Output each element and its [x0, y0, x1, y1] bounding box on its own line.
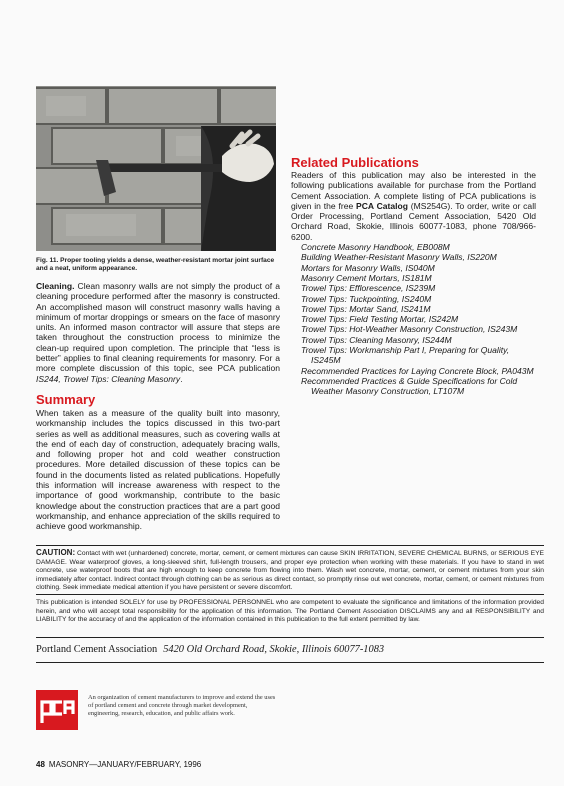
cleaning-lead: Cleaning. — [36, 281, 75, 291]
publication-item: Trowel Tips: Hot-Weather Masonry Construction, IS243M — [301, 324, 518, 335]
related-intro-a: Readers of this publication may also be interested in the following publications available for purchase from the Portland Cement Association. A complete listing of PCA publications is given in the free — [291, 170, 536, 211]
figure-photo — [36, 86, 276, 251]
related-intro — [291, 170, 536, 242]
cleaning-reference: IS244, Trowel Tips: Cleaning Masonry — [36, 373, 181, 384]
issue-line: MASONRY—JANUARY/FEBRUARY, 1996 — [48, 760, 202, 769]
publication-item: Recommended Practices for Laying Concrete Block, PA043M — [301, 365, 534, 376]
publication-item: Building Weather-Resistant Masonry Walls, IS220M — [301, 252, 497, 263]
pca-logo — [36, 690, 78, 730]
summary-continuation-spacer — [291, 84, 536, 136]
association-address: 5420 Old Orchard Road, Skokie, Illinois 60077-1083 — [163, 644, 385, 655]
caution-bottom-rule — [36, 594, 544, 595]
right-column — [291, 84, 536, 397]
publication-item: Trowel Tips: Mortar Sand, IS241M — [301, 303, 431, 314]
pca-logo-mark — [36, 690, 78, 730]
pca-catalog: PCA Catalog — [356, 200, 408, 211]
publication-item: Trowel Tips: Cleaning Masonry, IS244M — [301, 334, 452, 345]
caution-top-rule — [36, 545, 544, 546]
publication-item: Trowel Tips: Field Testing Mortar, IS242M — [301, 314, 459, 325]
masonry-wall-photo — [36, 86, 276, 251]
disclaimer-notice: This publication is intended SOLELY for use by PROFESSIONAL PERSONNEL who are competent to evaluate the significance and limitations of the information provided herein, and who will accept total responsibility for the application of this information. The Portland Cement Association DISCLAIMS any and all RESPONSIBILITY and LIABILITY for the accuracy of and the application of the information contained in this publication to the full extent permitted by law. — [36, 599, 544, 623]
summary-heading: Summary — [36, 391, 96, 407]
disclaimer-bottom-rule — [36, 637, 544, 638]
left-column — [36, 281, 280, 532]
publication-list — [291, 242, 536, 396]
association-name: Portland Cement Association — [36, 644, 158, 655]
cleaning-end: . — [180, 373, 183, 384]
summary-paragraph: When taken as a measure of the quality built into masonry, workmanship includes the topics discussed in this two-part series as well as additional measures, such as covering walls at the end of each day of construction, adequately bracing walls, and following proper hot and cold weather construction procedures. More detailed discussion of these topics can be found in the documents listed as related publications. Hopefully this information will increase awareness with respect to the importance of good workmanship, contribute to the basic knowledge about the construction practices that are a part good workmanship, and enhance appreciation of the skills required to achieve good workmanship. — [36, 407, 280, 532]
figure-caption: Fig. 11. Proper tooling yields a dense, weather-resistant mortar joint surface and a neat, uniform appearance. — [36, 257, 275, 273]
organization-description: An organization of cement manufacturers to improve and extend the uses of portland cement and concrete through market development, engineering, research, education, and public affairs work. — [88, 694, 276, 717]
association-bottom-rule — [36, 662, 544, 663]
related-intro-b: (MS254G). To order, write or call Order Processing, Portland Cement Association, 5420 Old Orchard Road, Skokie, Illinois 60077-1083, phone 708/966-6200. — [291, 200, 536, 242]
page-number: 48 — [36, 760, 45, 769]
cleaning-paragraph — [36, 281, 280, 384]
publication-item: Trowel Tips: Efflorescence, IS239M — [301, 283, 436, 294]
publication-item: Trowel Tips: Tuckpointing, IS240M — [301, 293, 432, 304]
publication-item: Recommended Practices & Guide Specifications for Cold Weather Masonry Construction, LT107M — [301, 375, 518, 397]
publication-item: Mortars for Masonry Walls, IS040M — [301, 262, 435, 273]
caution-notice — [36, 549, 544, 593]
publication-item: Trowel Tips: Workmanship Part I, Preparing for Quality, IS245M — [301, 345, 510, 366]
association-line — [36, 644, 544, 655]
related-publications-heading: Related Publications — [291, 155, 419, 170]
publication-item: Masonry Cement Mortars, IS181M — [301, 272, 432, 283]
page-footer — [36, 760, 201, 769]
publication-item: Concrete Masonry Handbook, EB008M — [301, 242, 450, 253]
cleaning-body: Clean masonry walls are not simply the product of a cleaning procedure performed after the masonry is constructed. An accomplished mason will construct masonry walls having a minimum of mortar droppings or smears on the face of masonry units. An informed mason contractor will assure that steps are taken throughout the construction process to minimize the clean-up required upon completion. The principle that “less is better” applies to final cleaning requirements for masonry. For a more complete discussion of this topic, see PCA publication — [36, 281, 280, 374]
caution-text: Contact with wet (unhardened) concrete, mortar, cement, or cement mixtures can cause SKIN IRRITATION, SEVERE CHEMICAL BURNS, or SERIOUS EYE DAMAGE. Wear waterproof gloves, a long-sleeved shirt, full-length trousers, and proper eye protection when working with these materials. If you have to stand in wet concrete, use waterproof boots that are high enough to keep concrete from flowing into them. Wash wet concrete, mortar, cement, or cement mixtures from your skin immediately after contact. Indirect contact through clothing can be as serious as direct contact, so promptly rinse out wet concrete, mortar, cement, or cement mixtures from clothing. Seek immediate medical attention if you have persistent or severe discomfort. — [36, 550, 544, 591]
caution-label: CAUTION: — [36, 548, 76, 557]
